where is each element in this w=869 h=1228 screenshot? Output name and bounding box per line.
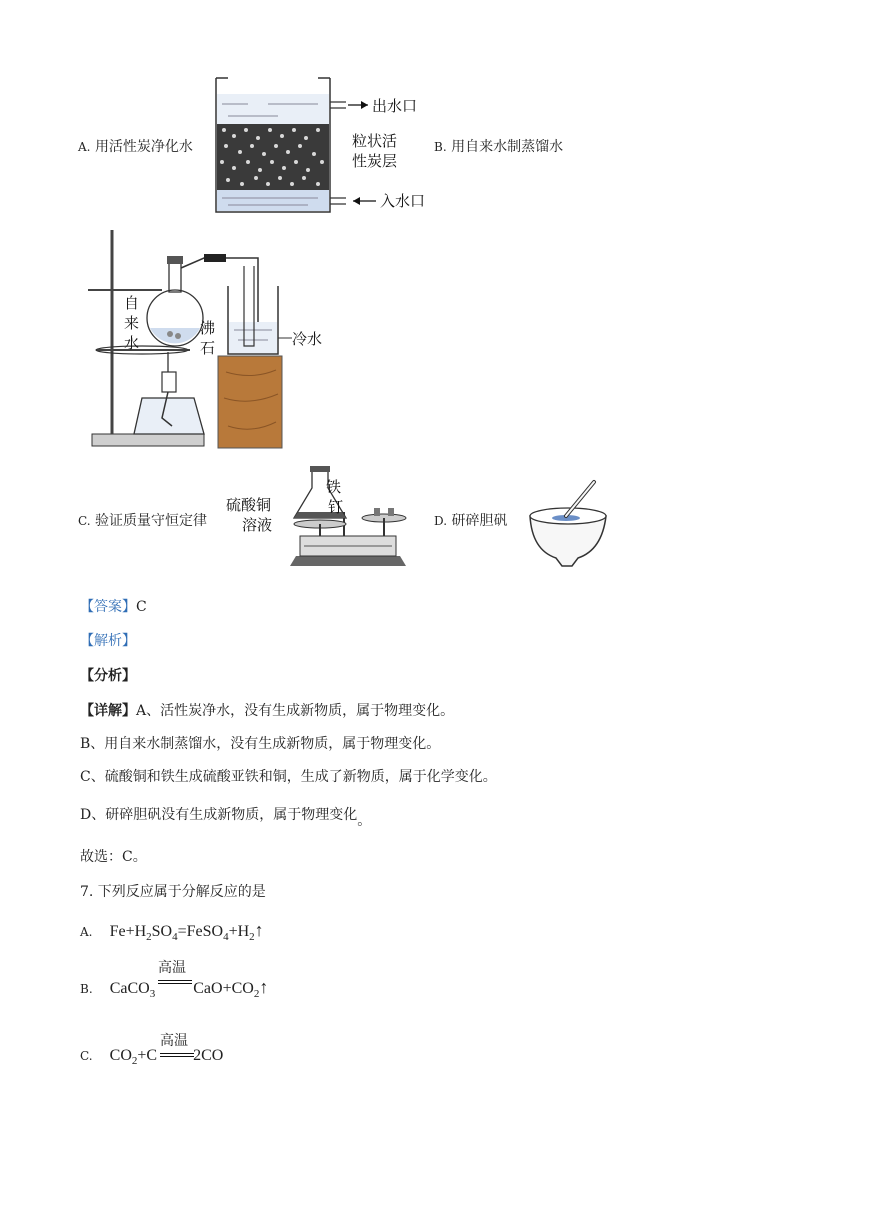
option-text: 验证质量守恒定律 bbox=[95, 513, 208, 529]
q7-option-b bbox=[80, 977, 268, 1000]
distillation-apparatus-diagram bbox=[82, 222, 342, 454]
eq-text: =FeSO bbox=[177, 923, 224, 940]
equation-c bbox=[109, 1047, 224, 1068]
eq-text: CO bbox=[109, 1047, 132, 1064]
eq-sub: 4 bbox=[223, 931, 229, 944]
detail-line-2: B、用自来水制蒸馏水，没有生成新物质，属于物理变化。 bbox=[80, 736, 441, 752]
eq-text: SO bbox=[151, 923, 173, 940]
eq-sub: 2 bbox=[249, 931, 255, 944]
eq-text: Fe+H bbox=[109, 923, 147, 940]
cold-water-label: 冷水 bbox=[292, 330, 323, 348]
detail-period: 。 bbox=[357, 813, 372, 829]
copper-sulfate-label-2: 溶液 bbox=[242, 516, 273, 534]
carbon-layer-label-2: 性炭层 bbox=[352, 152, 398, 170]
option-text: 用活性炭净化水 bbox=[94, 139, 193, 155]
copper-sulfate-label-1: 硫酸铜 bbox=[226, 496, 272, 514]
answer-line bbox=[80, 598, 147, 616]
fenxi-label: 【分析】 bbox=[80, 668, 136, 684]
eq-sub: 4 bbox=[172, 931, 178, 944]
option-text: 研碎胆矾 bbox=[451, 513, 508, 529]
detail-line-4 bbox=[80, 806, 372, 829]
option-letter: D. bbox=[434, 514, 448, 528]
tap-water-label-2: 来 bbox=[124, 314, 140, 332]
option-text: 用自来水制蒸馏水 bbox=[451, 139, 564, 155]
eq-sub: 2 bbox=[146, 931, 152, 944]
inlet-label: 入水口 bbox=[380, 192, 426, 210]
q7b-condition: 高温 bbox=[158, 960, 186, 976]
answer-value: C bbox=[136, 599, 147, 615]
option-c bbox=[78, 512, 207, 530]
tap-water-label-1: 自 bbox=[124, 294, 140, 312]
iron-nail-label-1: 铁 bbox=[326, 478, 342, 496]
iron-nail-label-2: 钉 bbox=[328, 498, 344, 516]
detail-line-3: C、硫酸铜和铁生成硫酸亚铁和铜，生成了新物质，属于化学变化。 bbox=[80, 769, 497, 785]
answer-label: 【答案】 bbox=[80, 599, 136, 615]
option-letter: B. bbox=[434, 140, 447, 154]
gas-arrow: ↑ bbox=[254, 920, 264, 940]
conclusion: 故选：C。 bbox=[80, 849, 147, 865]
option-letter: C. bbox=[78, 514, 91, 528]
mortar-and-pestle-diagram bbox=[522, 476, 612, 572]
option-letter: A. bbox=[80, 924, 93, 939]
detail-line-1 bbox=[80, 702, 454, 720]
eq-sub: 2 bbox=[253, 988, 260, 1001]
analysis-label: 【解析】 bbox=[80, 633, 136, 649]
boiling-stone-label-2: 石 bbox=[200, 339, 216, 357]
tap-water-label-3: 水 bbox=[124, 334, 140, 352]
eq-text: 2CO bbox=[193, 1047, 224, 1064]
eq-text: +C bbox=[137, 1047, 158, 1064]
detail-text-4: D、研碎胆矾没有生成新物质，属于物理变化 bbox=[80, 807, 358, 823]
gas-arrow: ↑ bbox=[259, 977, 269, 997]
option-b bbox=[434, 138, 563, 156]
detail-label: 【详解】 bbox=[80, 703, 136, 719]
option-d bbox=[434, 512, 507, 530]
equation-b bbox=[109, 977, 269, 1001]
q7-option-c bbox=[80, 1045, 223, 1067]
option-a bbox=[78, 138, 193, 156]
q7-option-a bbox=[80, 920, 264, 943]
option-letter: C. bbox=[80, 1048, 93, 1063]
option-letter: B. bbox=[80, 981, 93, 996]
eq-sub: 2 bbox=[131, 1055, 138, 1068]
eq-text: CaCO bbox=[109, 980, 150, 997]
activated-carbon-filter-diagram bbox=[208, 72, 433, 222]
option-letter: A. bbox=[78, 140, 91, 154]
boiling-stone-label-1: 沸 bbox=[200, 319, 216, 337]
eq-sub: 3 bbox=[149, 988, 156, 1001]
question-7-stem: 7. 下列反应属于分解反应的是 bbox=[80, 884, 266, 900]
carbon-layer-label-1: 粒状活 bbox=[352, 132, 398, 150]
outlet-label: 出水口 bbox=[372, 97, 418, 115]
eq-text: +H bbox=[228, 923, 250, 940]
eq-text: CaO+CO bbox=[193, 980, 254, 997]
detail-text-1: A、活性炭净水，没有生成新物质，属于物理变化。 bbox=[136, 703, 455, 719]
mass-conservation-balance-diagram bbox=[224, 462, 414, 582]
q7c-condition: 高温 bbox=[160, 1033, 188, 1049]
equation-a bbox=[109, 920, 264, 944]
